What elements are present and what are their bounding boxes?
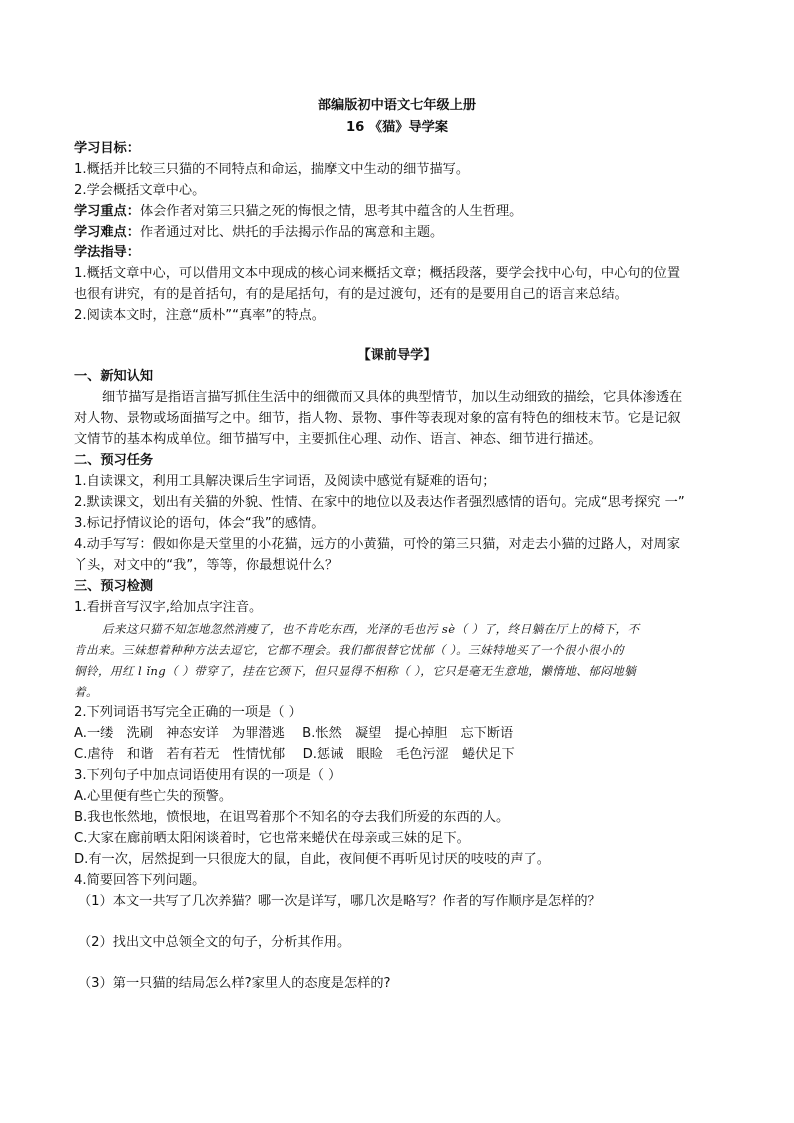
q3-option: B.我也怅然地，愤恨地，在诅骂着那个不知名的夺去我们所爱的东西的人。 [74,810,510,825]
task-line: 丫头，对文中的“我”，等等，你最想说什么？ [74,558,339,573]
objective-item: 1.概括并比较三只猫的不同特点和命运，揣摩文中生动的细节描写。 [74,162,470,177]
section1-line: 文情节的基本构成单位。细节描写中，主要抓住心理、动作、语言、神态、细节进行描述。 [74,432,602,447]
q3-option: C.大家在廊前晒太阳闲谈着时，它也常来蜷伏在母亲或三妹的足下。 [74,831,470,846]
preclass-heading: 【课前导学】 [357,348,437,363]
task-line: 4.动手写写：假如你是天堂里的小花猫，远方的小黄猫，可怜的第三只猫，对走去小猫的过路人，对周家 [74,537,681,552]
task-line: 3.标记抒情议论的语句，体会“我”的感情。 [74,516,325,531]
section2-title: 二、预习任务 [74,453,154,468]
q1-passage-line: 铜铃，用红 l ǐng（ ）带穿了，挂在它颈下，但只显得不相称（ ），它只是毫无生意地，懒惰地、郁闷地躺 [74,664,637,678]
method-line: 2.阅读本文时，注意“质朴”“真率”的特点。 [74,308,325,323]
q2-prompt: 2.下列词语书写完全正确的一项是（ ） [74,705,302,720]
q1-passage-line: 着。 [74,685,98,699]
key-point-label: 学习重点： [74,204,140,219]
document-subtitle: 16 《猫》导学案 [345,120,449,135]
difficulty-label: 学习难点： [74,225,140,240]
section3-title: 三、预习检测 [74,579,154,594]
q1-prompt: 1.看拼音写汉字,给加点字注音。 [74,600,263,615]
q1-passage-line: 后来这只猫不知怎地忽然消瘦了，也不肯吃东西，光泽的毛也污 sè（ ）了，终日躺在厅上的椅下，不 [102,622,640,636]
document-title: 部编版初中语文七年级上册 [317,98,477,113]
section1-title: 一、新知认知 [74,369,154,384]
objective-item: 2.学会概括文章中心。 [74,183,206,198]
q4-item: （2）找出文中总领全文的句子，分析其作用。 [78,935,351,950]
section1-line: 对人物、景物或场面描写之中。细节，指人物、景物、事件等表现对象的富有特色的细枝末节。它是记叙 [74,411,681,426]
objectives-heading: 学习目标： [74,141,140,156]
q4-prompt: 4.简要回答下列问题。 [74,873,206,888]
q4-item: （1）本文一共写了几次养猫？哪一次是详写，哪几次是略写？作者的写作顺序是怎样的？ [78,894,601,909]
key-point-line [74,202,522,222]
section1-line: 细节描写是指语言描写抓住生活中的细微而又具体的典型情节，加以生动细致的描绘，它具体渗透在 [102,390,683,405]
task-line: 2.默读课文，划出有关猫的外貌、性情、在家中的地位以及表达作者强烈感情的语句。完成“思考探究 一” [74,495,685,510]
q3-option: D.有一次，居然捉到一只很庞大的鼠，自此，夜间便不再听见讨厌的吱吱的声了。 [74,852,550,867]
q3-prompt: 3.下列句子中加点词语使用有误的一项是（ ） [74,768,342,783]
method-heading: 学法指导： [74,245,140,260]
difficulty-text: 作者通过对比、烘托的手法揭示作品的寓意和主题。 [139,225,444,240]
method-line: 1.概括文章中心，可以借用文本中现成的核心词来概括文章；概括段落，要学会找中心句，中心句的位置 [74,266,681,281]
q2-option-line: A.一缕 洗刷 神态安详 为罪潜逃 B.怅然 凝望 提心掉胆 忘下断语 [74,726,514,741]
q1-passage-line: 肯出来。三妹想着种种方法去逗它，它都不理会。我们都很替它忧郁（ ）。三妹特地买了一个很小很小的 [74,643,625,657]
key-point-text: 体会作者对第三只猫之死的悔恨之情，思考其中蕴含的人生哲理。 [139,204,523,219]
difficulty-line [74,223,443,243]
q4-item: （3）第一只猫的结局怎么样?家里人的态度是怎样的? [78,976,391,991]
q2-option-line: C.虐待 和谐 若有若无 性情忧郁 D.惩诫 眼睑 毛色污涩 蜷伏足下 [74,747,515,762]
q3-option: A.心里便有些亡失的预警。 [74,789,233,804]
task-line: 1.自读课文，利用工具解决课后生字词语，及阅读中感觉有疑难的语句； [74,474,496,489]
method-line: 也很有讲究，有的是首括句，有的是尾括句，有的是过渡句，还有的是要用自己的语言来总结。 [74,287,628,302]
